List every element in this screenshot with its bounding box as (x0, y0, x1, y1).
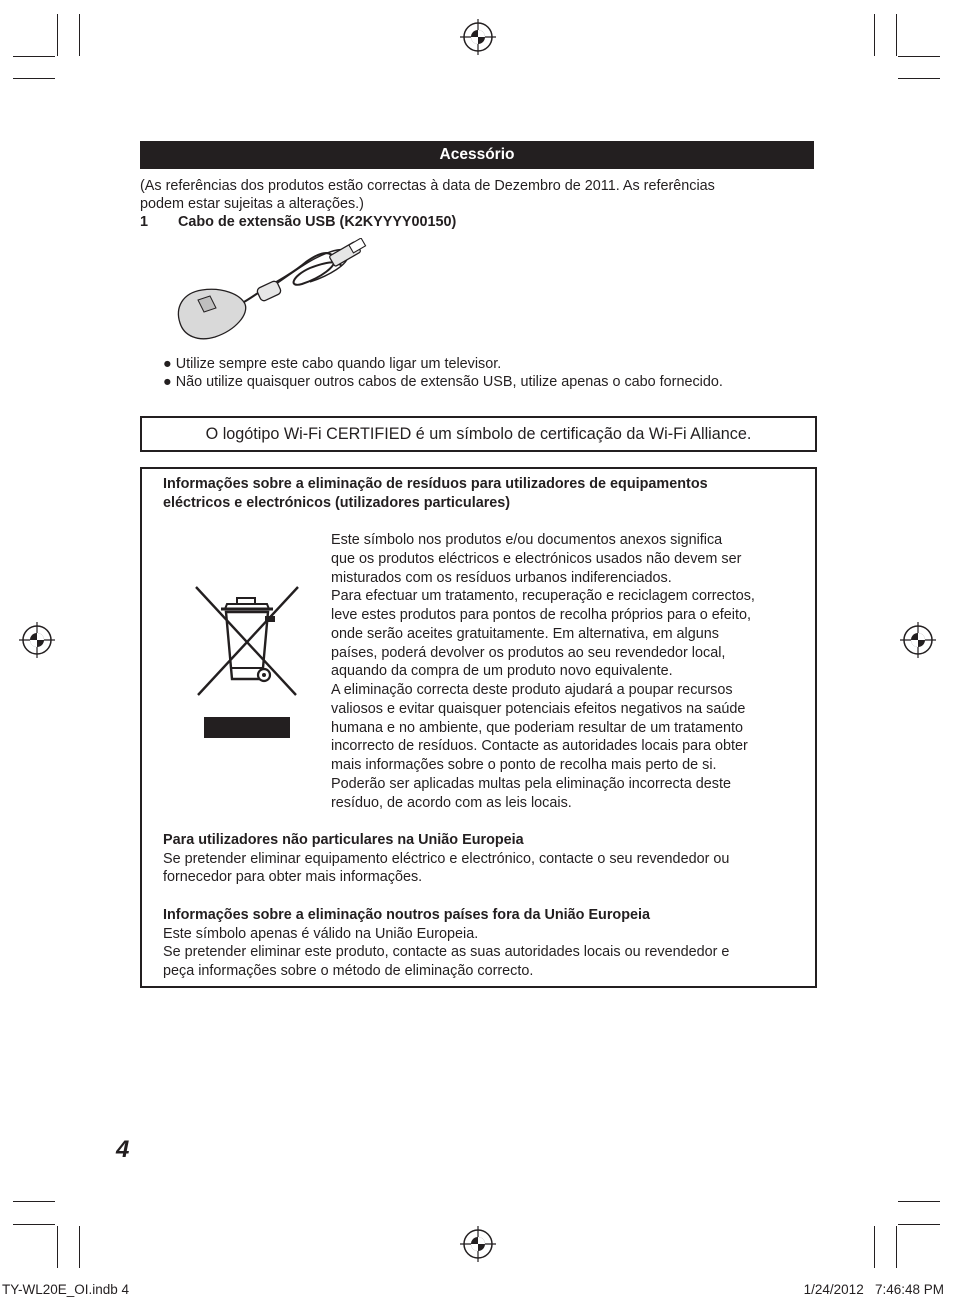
slug-timestamp: 1/24/2012 7:46:48 PM (803, 1282, 944, 1297)
business-users-heading: Para utilizadores não particulares na União Europeia (163, 832, 524, 848)
registration-mark-icon (460, 1226, 496, 1262)
other-countries-text: Este símbolo apenas é válido na União Europeia. (163, 926, 479, 942)
slug-filename: TY-WL20E_OI.indb 4 (2, 1282, 130, 1297)
section-header-accessory: Acessório (140, 141, 814, 169)
business-users-text: Se pretender eliminar equipamento eléctrico e electrónico, contacte o seu revendedor ou (163, 851, 730, 867)
intro-text-line: (As referências dos produtos estão correctas à data de Dezembro de 2011. As referências (140, 178, 715, 194)
crossed-out-wheeled-bin-icon (193, 584, 301, 744)
intro-text-line: podem estar sujeitas a alterações.) (140, 196, 364, 212)
bullet-item: ● Não utilize quaisquer outros cabos de extensão USB, utilize apenas o cabo fornecido. (163, 374, 723, 390)
item-title: Cabo de extensão USB (K2KYYYY00150) (178, 214, 457, 230)
page-number: 4 (116, 1136, 130, 1163)
bullet-item: ● Utilize sempre este cabo quando ligar um televisor. (163, 356, 502, 372)
item-number: 1 (140, 214, 149, 230)
registration-mark-icon (19, 622, 55, 658)
wifi-certified-note: O logótipo Wi-Fi CERTIFIED é um símbolo de certificação da Wi-Fi Alliance. (140, 416, 817, 452)
business-users-text: fornecedor para obter mais informações. (163, 869, 423, 885)
usb-extension-cable-illustration (170, 238, 370, 348)
registration-mark-icon (460, 19, 496, 55)
disposal-heading: Informações sobre a eliminação de resíduos para utilizadores de equipamentos (163, 476, 708, 492)
other-countries-text: Se pretender eliminar este produto, contacte as suas autoridades locais ou revendedor e (163, 944, 730, 960)
disposal-heading: eléctricos e electrónicos (utilizadores particulares) (163, 495, 511, 511)
registration-mark-icon (900, 622, 936, 658)
other-countries-text: peça informações sobre o método de eliminação correcto. (163, 963, 534, 979)
other-countries-heading: Informações sobre a eliminação noutros países fora da União Europeia (163, 907, 651, 923)
